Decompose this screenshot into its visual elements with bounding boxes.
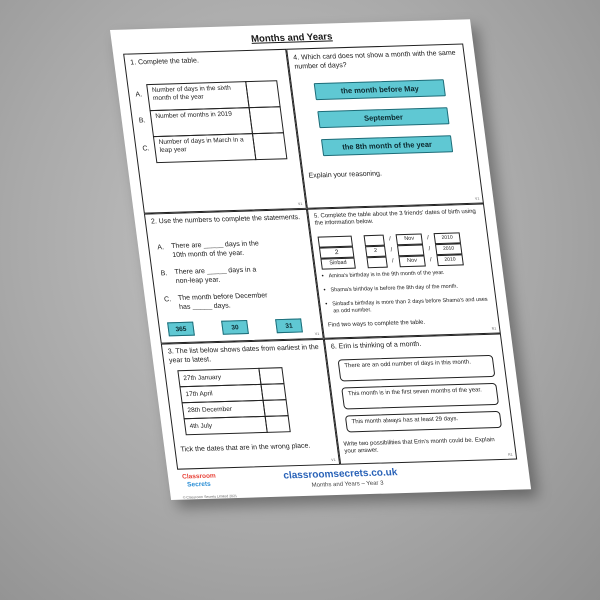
q5-month-3: Nov bbox=[398, 255, 425, 267]
logo-word-secrets: Secrets bbox=[186, 480, 212, 489]
q5-name-2[interactable]: 2 bbox=[319, 247, 354, 259]
q2-prompt: 2. Use the numbers to complete the statements. bbox=[150, 214, 301, 226]
question-1-panel bbox=[123, 49, 307, 214]
q2-item-b-line1: There are _____ days in a bbox=[174, 266, 257, 277]
q3-date-4: 4th July bbox=[184, 416, 268, 435]
q1-letter-b: B. bbox=[138, 117, 146, 125]
worksheet-title: Months and Years bbox=[250, 31, 334, 45]
q1-letter-a: A. bbox=[135, 91, 143, 99]
q1-row-a-answer[interactable] bbox=[245, 80, 281, 108]
worksheet-page bbox=[110, 19, 531, 500]
q5-year-2: 2010 bbox=[435, 243, 462, 255]
classroom-secrets-logo bbox=[182, 472, 237, 494]
q4-card-month-before-may[interactable]: the month before May bbox=[314, 79, 446, 100]
q1-prompt: 1. Complete the table. bbox=[129, 57, 200, 67]
q4-card-september[interactable]: September bbox=[317, 107, 449, 128]
q5-slash-1a: / bbox=[388, 236, 392, 243]
q6-clue-3: This month always has at least 29 days. bbox=[345, 411, 502, 433]
q5-slash-2b: / bbox=[428, 246, 431, 253]
question-3-panel bbox=[161, 339, 340, 470]
q2-item-a-line2: 10th month of the year. bbox=[171, 249, 245, 260]
q3-tick-1[interactable] bbox=[258, 367, 284, 385]
q5-month-1: Nov bbox=[396, 233, 423, 245]
q5-prompt: 5. Complete the table about the 3 friends' dates of birth using the information below. bbox=[313, 208, 477, 227]
q6-code: R1 bbox=[507, 452, 513, 457]
q3-date-2: 17th April bbox=[179, 384, 263, 403]
q2-item-b-line2: non-leap year. bbox=[175, 276, 221, 286]
q2-item-c-line1: The month before December bbox=[177, 292, 268, 303]
question-5-panel bbox=[307, 204, 501, 339]
q2-code: V1 bbox=[314, 331, 320, 337]
q3-tick-4[interactable] bbox=[265, 415, 291, 433]
q3-code: V1 bbox=[331, 457, 336, 463]
q6-clue-2: This month is in the first seven months of the year. bbox=[341, 383, 499, 410]
q2-card-365[interactable]: 365 bbox=[167, 322, 195, 337]
q5-slash-3b: / bbox=[429, 257, 433, 264]
q3-date-3: 28th December bbox=[181, 400, 265, 419]
q1-row-b-label: Number of months in 2019 bbox=[150, 107, 254, 137]
q6-prompt: 6. Erin is thinking of a month. bbox=[330, 340, 422, 351]
q4-code: V1 bbox=[474, 196, 480, 201]
question-6-panel bbox=[324, 334, 517, 465]
footer-url[interactable]: classroomsecrets.co.uk bbox=[282, 467, 399, 482]
q2-letter-c: C. bbox=[163, 296, 172, 304]
q5-footer: Find two ways to complete the table. bbox=[327, 319, 426, 329]
q5-day-1[interactable] bbox=[364, 235, 385, 247]
q5-slash-3a: / bbox=[391, 258, 395, 265]
q6-clue-1: There are an odd number of days in this month. bbox=[338, 355, 496, 382]
q1-letter-c: C. bbox=[142, 145, 150, 153]
q5-bullet-dot-3: • bbox=[325, 301, 328, 308]
q1-row-b-answer[interactable] bbox=[249, 106, 285, 134]
q5-slash-1b: / bbox=[426, 235, 430, 242]
q5-month-2[interactable] bbox=[397, 244, 424, 256]
q3-tick-2[interactable] bbox=[260, 383, 286, 401]
question-4-panel bbox=[286, 44, 484, 209]
q6-footer: Write two possibilities that Erin's month could be. Explain your answer. bbox=[343, 437, 496, 455]
q4-card-8th-month[interactable]: the 8th month of the year bbox=[321, 135, 453, 156]
q2-card-30[interactable]: 30 bbox=[221, 320, 249, 335]
q1-row-c-label: Number of days in March in a leap year bbox=[153, 133, 257, 163]
q5-slash-2a: / bbox=[390, 247, 393, 254]
q2-letter-b: B. bbox=[160, 270, 168, 278]
q5-bullet-dot-2: • bbox=[323, 287, 327, 294]
q5-year-3: 2010 bbox=[436, 254, 463, 266]
q1-row-a-label: Number of days in the sixth month of the year bbox=[146, 81, 250, 111]
q5-day-3[interactable] bbox=[366, 257, 387, 269]
q2-card-31[interactable]: 31 bbox=[275, 318, 303, 333]
question-2-panel bbox=[144, 209, 324, 344]
q4-prompt: 4. Which card does not show a month with the same number of days? bbox=[292, 49, 457, 71]
logo-word-classroom: Classroom bbox=[181, 472, 217, 481]
q3-footer: Tick the dates that are in the wrong place. bbox=[180, 442, 311, 454]
footer-subtitle: Months and Years – Year 3 bbox=[311, 480, 384, 489]
q1-row-c-answer[interactable] bbox=[252, 132, 288, 160]
q5-bullet-2: Shama's birthday is before the 8th day of the month. bbox=[330, 283, 459, 294]
q5-year-1: 2010 bbox=[434, 232, 461, 244]
q1-code: V1 bbox=[297, 201, 303, 207]
q4-footer: Explain your reasoning. bbox=[308, 170, 383, 180]
q5-day-2: 2 bbox=[365, 246, 386, 258]
q3-date-1: 27th January bbox=[177, 368, 261, 387]
q2-letter-a: A. bbox=[156, 244, 165, 252]
q3-tick-3[interactable] bbox=[262, 399, 288, 417]
q5-code: R1 bbox=[491, 326, 497, 331]
q3-prompt: 3. The list below shows dates from earliest in the year to latest. bbox=[167, 343, 320, 365]
q2-item-c-line2: has _____ days. bbox=[178, 302, 232, 312]
q5-bullet-3: Sinbad's birthday is more than 2 days before Shama's and uses an odd number. bbox=[332, 296, 489, 314]
copyright-text: © Classroom Secrets Limited 2021 bbox=[182, 494, 238, 500]
q2-item-a-line1: There are _____ days in the bbox=[170, 240, 260, 251]
q5-bullet-dot-1: • bbox=[321, 273, 325, 280]
q5-name-3: Sinbad bbox=[320, 258, 355, 270]
q5-bullet-1: Amina's birthday is in the 9th month of the year. bbox=[328, 269, 445, 280]
